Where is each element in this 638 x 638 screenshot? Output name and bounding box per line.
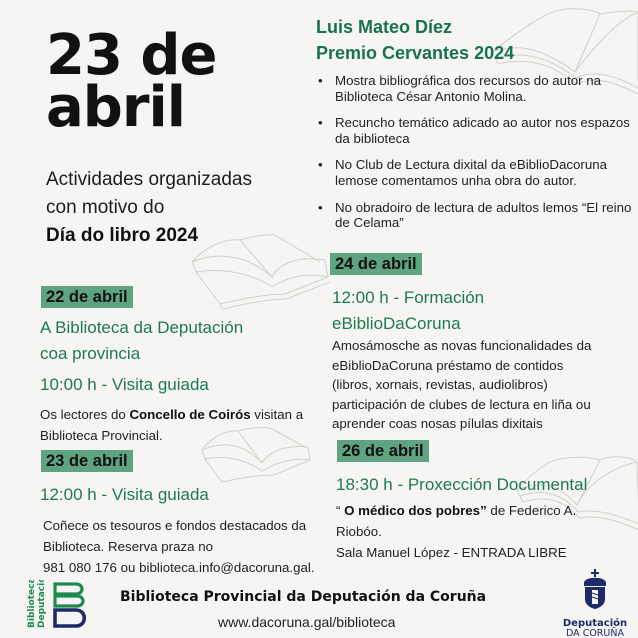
date-badge-22: 22 de abril [41, 286, 133, 308]
coat-of-arms-icon [562, 567, 628, 611]
author-activities-list [318, 73, 633, 242]
list-item: • No obradoiro de lectura de adultos lemos “El reino de Celama” [318, 200, 633, 231]
event-22-title-line-2: coa provincia [40, 344, 141, 363]
event-22-title [40, 315, 243, 367]
concello-name: Concello de Coirós [129, 407, 251, 422]
list-item: • No Club de Lectura dixital da eBiblioDacoruna lemose comentamos unha obra do autor. [318, 157, 633, 188]
documentary-title: O médico dos pobres” [344, 503, 487, 518]
event-23-time: 12:00 h - Visita guiada [40, 485, 209, 504]
intro-line-1: Actividades organizadas [46, 169, 252, 190]
deputacion-coruna-logo [562, 567, 628, 638]
event-22-time: 10:00 h - Visita guiada [40, 375, 209, 394]
svg-text:Deputación: Deputación [37, 580, 47, 628]
footer-url-link[interactable]: www.dacoruna.gal/biblioteca [218, 614, 396, 630]
intro-line-2: con motivo do [46, 197, 165, 218]
svg-text:Biblioteca: Biblioteca [27, 580, 37, 628]
author-award: Premio Cervantes 2024 [316, 43, 515, 63]
hero-line-1: 23 de [46, 23, 217, 88]
biblioteca-b-logo-icon [20, 580, 90, 630]
date-badge-23: 23 de abril [41, 450, 133, 472]
hero-date [46, 23, 217, 140]
footer-title: Biblioteca Provincial da Deputación da Coruña [120, 589, 487, 605]
author-name: Luis Mateo Díez [316, 17, 453, 37]
event-23-description: Coñece os tesouros e fondos destacados da Biblioteca. Reserva praza no 981 080 176 ou biblioteca.info@dacoruna.gal. [43, 518, 315, 575]
date-badge-24: 24 de abril [330, 253, 422, 275]
da-coruna-label: DA CORUÑA [566, 628, 624, 638]
hero-line-2: abril [46, 75, 185, 140]
event-22-title-line-1: A Biblioteca da Deputación [40, 318, 244, 337]
list-item: • Recuncho temático adicado ao autor nos espazos da biblioteca [318, 115, 633, 146]
intro-text [46, 166, 252, 250]
event-26-description: “ O médico dos pobres” de Federico A. Riobóo. Sala Manuel López - ENTRADA LIBRE [336, 503, 577, 560]
event-24-title: 12:00 h - Formación eBiblioDaCoruna [332, 288, 485, 333]
event-24-description: Amosámosche as novas funcionalidades da eBiblioDaCoruna préstamo de contidos (libros, xornais, revistas, audiolibros) participación de clubes de lectura en liña ou aprender coas nosas pílulas dixitais [332, 338, 592, 431]
date-badge-26: 26 de abril [337, 440, 429, 462]
event-26-time: 18:30 h - Proxección Documental [336, 475, 588, 494]
intro-bold: Día do libro 2024 [46, 225, 199, 246]
list-item: • Mostra bibliográfica dos recursos do autor na Biblioteca César Antonio Molina. [318, 73, 633, 104]
biblioteca-deputacion-logo [20, 580, 90, 630]
event-22-description: Os lectores do Concello de Coirós visitan a Biblioteca Provincial. [40, 407, 304, 443]
author-heading [316, 14, 514, 66]
deputacion-label: Deputación [562, 618, 628, 629]
